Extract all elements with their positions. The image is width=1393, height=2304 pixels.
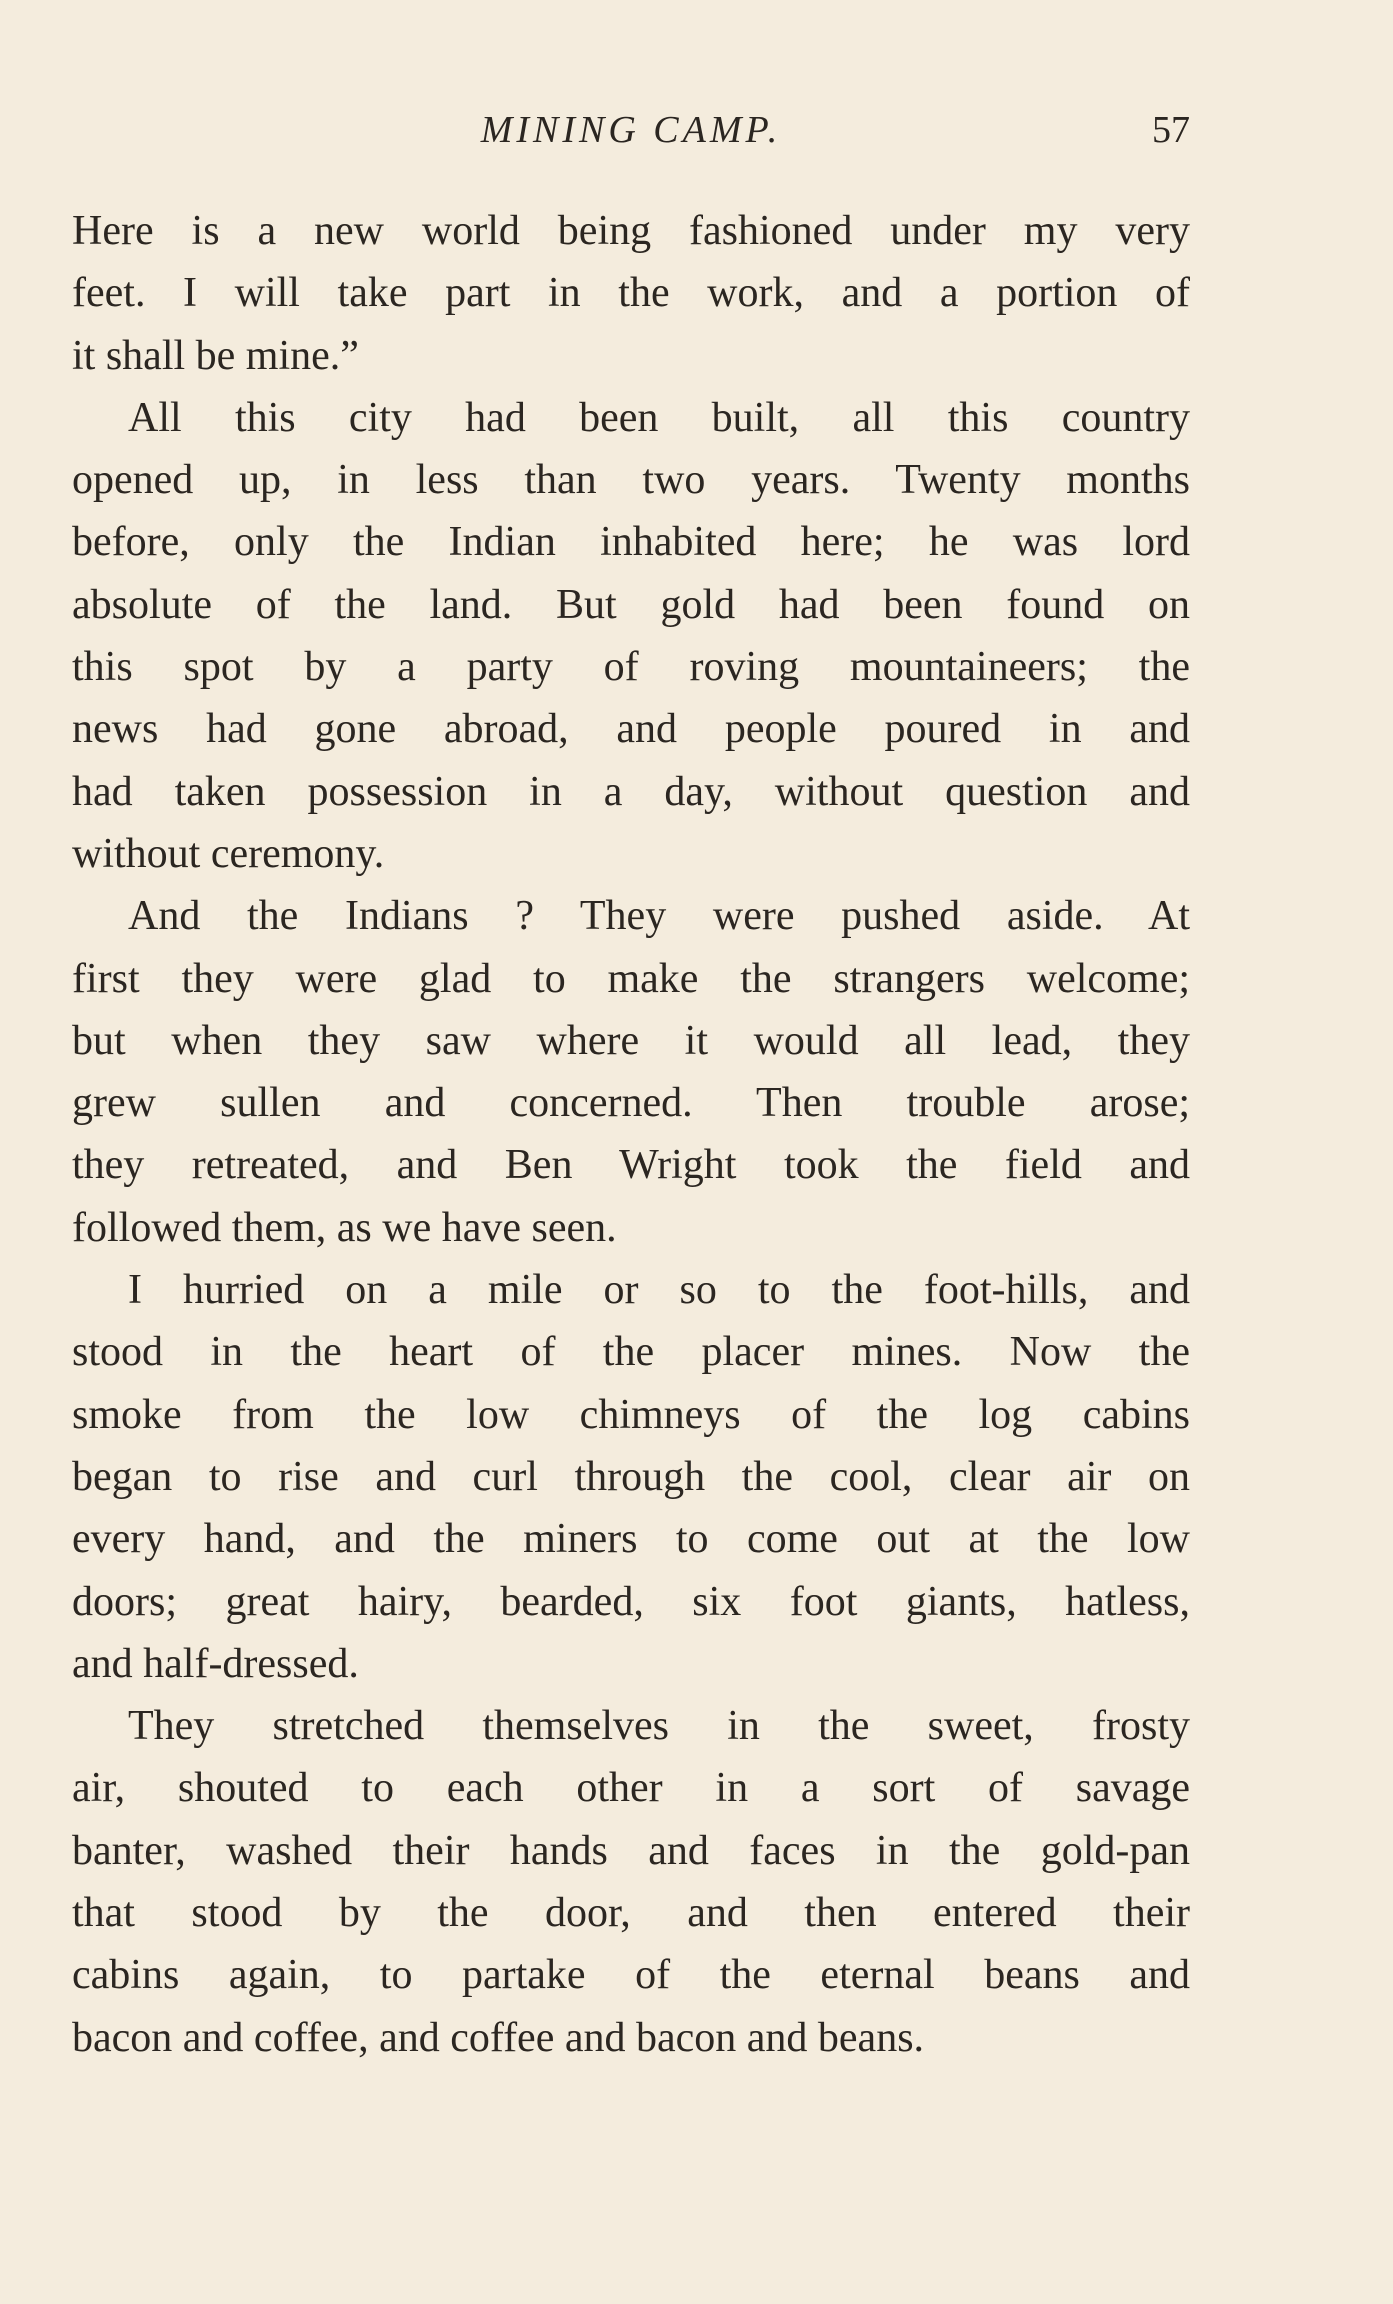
text-line: Here is a new world being fashioned under my very [72,208,1190,254]
text-line: stood in the heart of the placer mines. Now the [72,1329,1190,1376]
text-line: and half-dressed. [72,1640,359,1687]
text-line: news had gone abroad, and people poured in and [72,706,1190,753]
text-line: bacon and coffee, and coffee and bacon and beans. [72,2014,925,2061]
text-line: grew sullen and concerned. Then trouble arose; [72,1080,1190,1127]
text-line: they retreated, and Ben Wright took the field and [72,1142,1190,1189]
text-line: it shall be mine.” [72,332,359,379]
body-text [72,200,1190,2069]
text-line: but when they saw where it would all lead, they [72,1017,1190,1064]
text-line: air, shouted to each other in a sort of savage [72,1765,1190,1812]
text-line: cabins again, to partake of the eternal beans and [72,1952,1190,1999]
text-line: And the Indians ? They were pushed aside. At [128,893,1190,940]
text-line: smoke from the low chimneys of the log cabins [72,1391,1190,1438]
text-line: first they were glad to make the strangers welcome; [72,955,1190,1002]
running-title: MINING CAMP. [480,109,782,151]
text-line: every hand, and the miners to come out at the low [72,1516,1190,1563]
text-line: All this city had been built, all this country [128,394,1190,441]
text-line: this spot by a party of roving mountaineers; the [72,644,1190,691]
text-line: had taken possession in a day, without question and [72,768,1190,815]
text-line: feet. I will take part in the work, and a portion of [72,270,1190,317]
text-line: began to rise and curl through the cool, clear air on [72,1453,1190,1500]
text-line: They stretched themselves in the sweet, frosty [128,1703,1190,1750]
running-head [72,108,1190,158]
page-number: 57 [1152,109,1190,151]
text-line: opened up, in less than two years. Twenty months [72,457,1190,504]
text-line: without ceremony. [72,830,385,877]
text-line: that stood by the door, and then entered their [72,1890,1190,1937]
text-line: absolute of the land. But gold had been found on [72,581,1190,628]
text-line: banter, washed their hands and faces in the gold-pan [72,1827,1190,1874]
text-line: before, only the Indian inhabited here; he was lord [72,519,1190,566]
text-line: doors; great hairy, bearded, six foot giants, hatless, [72,1578,1190,1625]
text-line: followed them, as we have seen. [72,1204,617,1251]
text-line: I hurried on a mile or so to the foot-hills, and [128,1267,1190,1314]
